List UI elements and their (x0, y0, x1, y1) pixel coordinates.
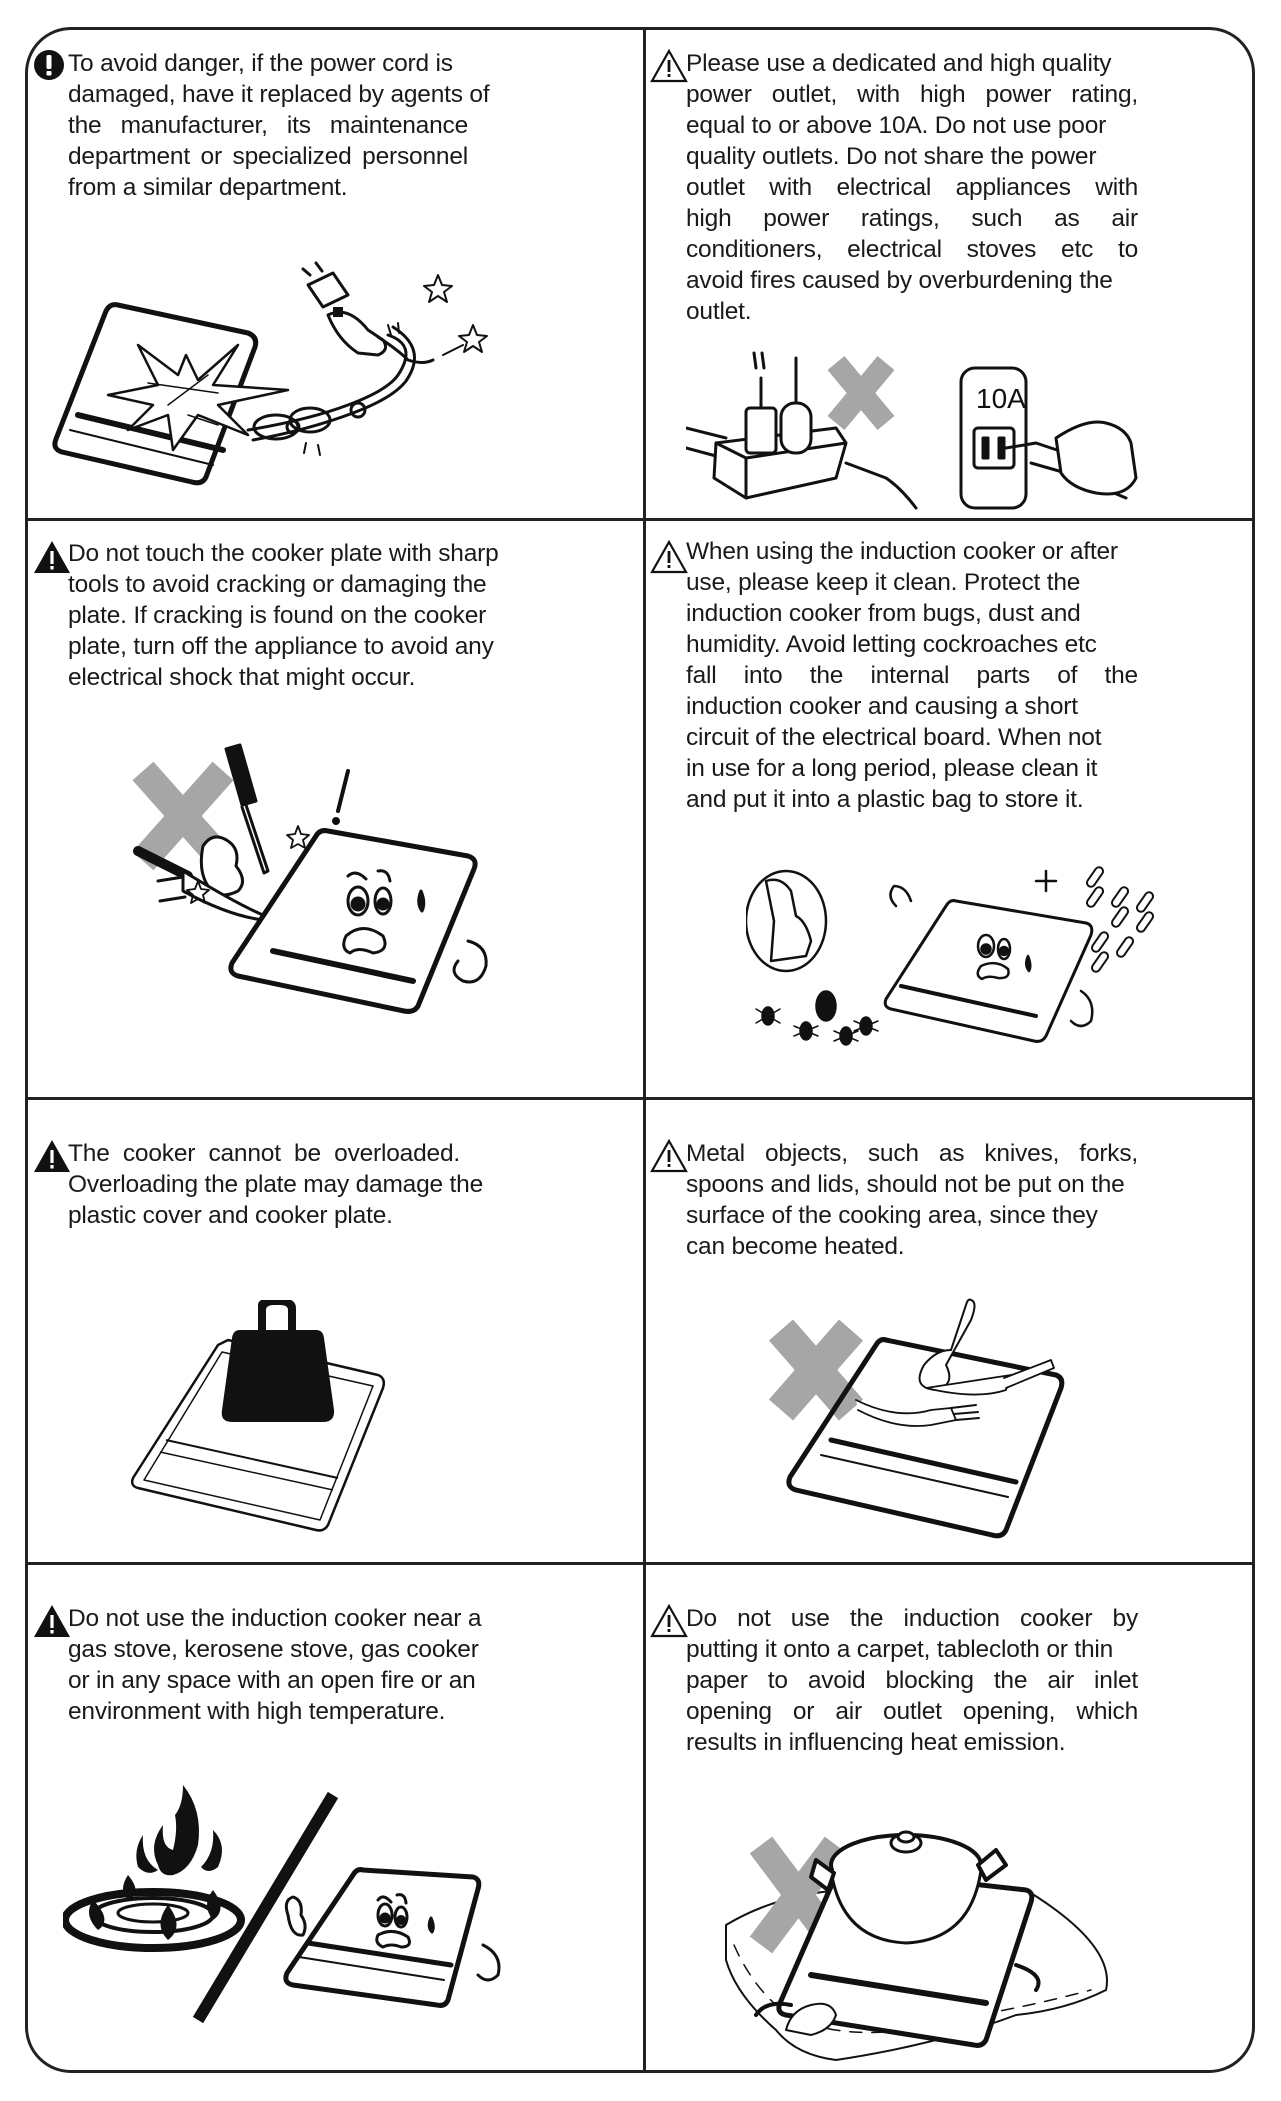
warning-outline-icon (650, 1603, 688, 1639)
open-fire-illustration (63, 1775, 503, 2035)
warning-text (68, 1603, 498, 1727)
overload-weight-illustration (128, 1300, 428, 1540)
damaged-cord-illustration (48, 255, 488, 505)
outlet-illustration (686, 348, 1206, 518)
text-line: Metal objects, such as knives, forks, (686, 1140, 1138, 1167)
text-line: in use for a long period, please clean it (686, 755, 1098, 782)
warning-outline-icon (650, 48, 688, 84)
text-line: plate. If cracking is found on the cooker (68, 602, 487, 629)
text-line: putting it onto a carpet, tablecloth or thin (686, 1636, 1114, 1663)
text-line: the manufacturer, its maintenance (68, 112, 468, 139)
text-line: induction cooker and causing a short (686, 693, 1078, 720)
warning-filled-icon (33, 539, 71, 575)
warning-filled-icon (33, 1138, 71, 1174)
warning-text (68, 48, 490, 203)
text-line: circuit of the electrical board. When not (686, 724, 1102, 751)
text-line: outlet with electrical appliances with (686, 174, 1138, 201)
text-line: fall into the internal parts of the (686, 662, 1138, 689)
warning-cell-carpet (646, 1565, 1255, 2073)
text-line: Please use a dedicated and high quality (686, 50, 1112, 77)
warning-cell-power-outlet (646, 30, 1255, 518)
warning-cell-open-fire (28, 1565, 643, 2073)
text-line: tools to avoid cracking or damaging the (68, 571, 487, 598)
text-line: and put it into a plastic bag to store it. (686, 786, 1084, 813)
text-line: Overloading the plate may damage the (68, 1171, 484, 1198)
text-line: Do not use the induction cooker by (686, 1605, 1138, 1632)
text-line: When using the induction cooker or after (686, 538, 1118, 565)
warnings-frame (25, 27, 1255, 2073)
warning-cell-metal-objects (646, 1100, 1255, 1562)
warning-text (686, 48, 1138, 327)
warning-cell-power-cord (28, 30, 643, 518)
warning-text (686, 536, 1138, 815)
text-line: equal to or above 10A. Do not use poor (686, 112, 1107, 139)
warning-outline-icon (650, 1138, 688, 1174)
text-line: damaged, have it replaced by agents of (68, 81, 490, 108)
svg-text:10A: 10A (976, 383, 1026, 414)
text-line: plate, turn off the appliance to avoid any (68, 633, 494, 660)
text-line: induction cooker from bugs, dust and (686, 600, 1081, 627)
warning-text (68, 1138, 484, 1231)
text-line: results in influencing heat emission. (686, 1729, 1066, 1756)
warning-text (686, 1603, 1138, 1758)
warning-filled-icon (33, 1603, 71, 1639)
warning-outline-icon (650, 539, 688, 575)
text-line: gas stove, kerosene stove, gas cooker (68, 1636, 479, 1663)
text-line: electrical shock that might occur. (68, 664, 416, 691)
text-line: The cooker cannot be overloaded. (68, 1140, 460, 1167)
warning-text (686, 1138, 1138, 1262)
text-line: use, please keep it clean. Protect the (686, 569, 1081, 596)
text-line: quality outlets. Do not share the power (686, 143, 1097, 170)
text-line: spoons and lids, should not be put on the (686, 1171, 1125, 1198)
warning-cell-sharp-tools (28, 521, 643, 1097)
bugs-dust-illustration (746, 861, 1186, 1061)
text-line: avoid fires caused by overburdening the (686, 267, 1113, 294)
sharp-tools-illustration (128, 741, 568, 1061)
text-line: outlet. (686, 298, 752, 325)
exclamation-circle-icon (33, 49, 65, 81)
text-line: high power ratings, such as air (686, 205, 1138, 232)
carpet-pot-illustration (716, 1815, 1136, 2065)
text-line: opening or air outlet opening, which (686, 1698, 1138, 1725)
text-line: paper to avoid blocking the air inlet (686, 1667, 1138, 1694)
text-line: conditioners, electrical stoves etc to (686, 236, 1138, 263)
text-line: from a similar department. (68, 174, 348, 201)
text-line: humidity. Avoid letting cockroaches etc (686, 631, 1097, 658)
text-line: To avoid danger, if the power cord is (68, 50, 453, 77)
text-line: environment with high temperature. (68, 1698, 446, 1725)
text-line: department or specialized personnel (68, 143, 468, 170)
text-line: surface of the cooking area, since they (686, 1202, 1098, 1229)
metal-utensils-illustration (766, 1290, 1146, 1550)
warning-cell-keep-clean (646, 521, 1255, 1097)
text-line: or in any space with an open fire or an (68, 1667, 476, 1694)
warning-cell-overload (28, 1100, 643, 1562)
text-line: Do not use the induction cooker near a (68, 1605, 482, 1632)
text-line: can become heated. (686, 1233, 905, 1260)
warning-text (68, 538, 508, 693)
text-line: power outlet, with high power rating, (686, 81, 1138, 108)
text-line: plastic cover and cooker plate. (68, 1202, 393, 1229)
text-line: Do not touch the cooker plate with sharp (68, 540, 499, 567)
